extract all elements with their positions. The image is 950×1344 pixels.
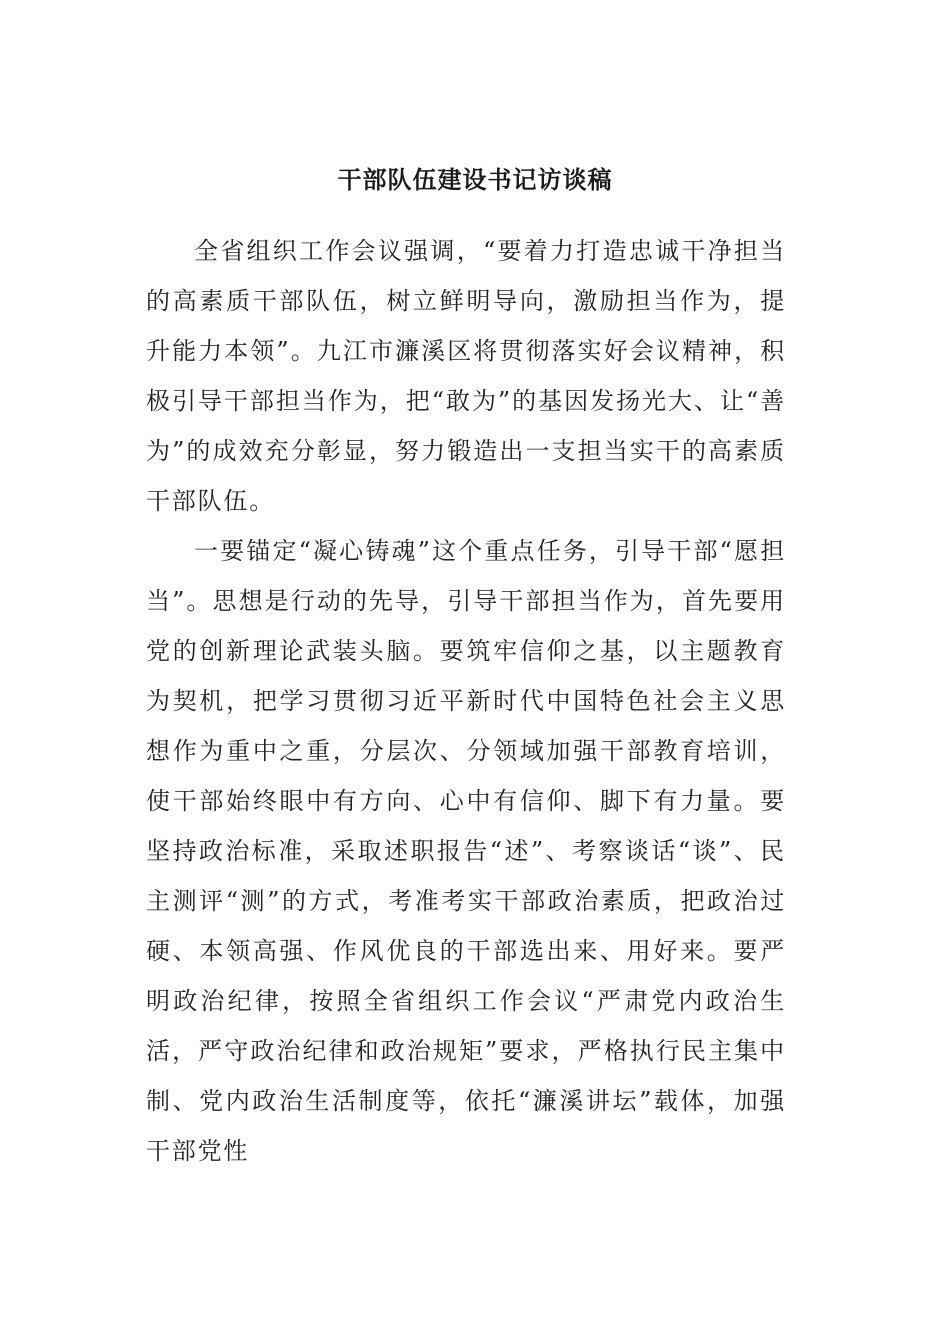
paragraph-2: 一要锚定“凝心铸魂”这个重点任务，引导干部“愿担当”。思想是行动的先导，引导干部担当作为，首先要用党的创新理论武装头脑。要筑牢信仰之基，以主题教育为契机，把学习贯彻习近平新时代中国特色社会主义思想作为重中之重，分层次、分领域加强干部教育培训，使干部始终眼中有方向、心中有信仰、脚下有力量。要坚持政治标准，采取述职报告“述”、考察谈话“谈”、民主测评“测”的方式，考准考实干部政治素质，把政治过硬、本领高强、作风优良的干部选出来、用好来。要严明政治纪律，按照全省组织工作会议“严肃党内政治生活，严守政治纪律和政治规矩”要求，严格执行民主集中制、党内政治生活制度等，依托“濂溪讲坛”载体，加强干部党性: [146, 537, 786, 1165]
paragraph-1: 全省组织工作会议强调，“要着力打造忠诚干净担当的高素质干部队伍，树立鲜明导向，激励担当作为，提升能力本领”。九江市濂溪区将贯彻落实好会议精神，积极引导干部担当作为，把“敢为”的基因发扬光大、让“善为”的成效充分彰显，努力锻造出一支担当实干的高素质干部队伍。: [146, 237, 786, 515]
document-title: 干部队伍建设书记访谈稿: [337, 166, 613, 194]
document-body: [146, 226, 786, 1176]
